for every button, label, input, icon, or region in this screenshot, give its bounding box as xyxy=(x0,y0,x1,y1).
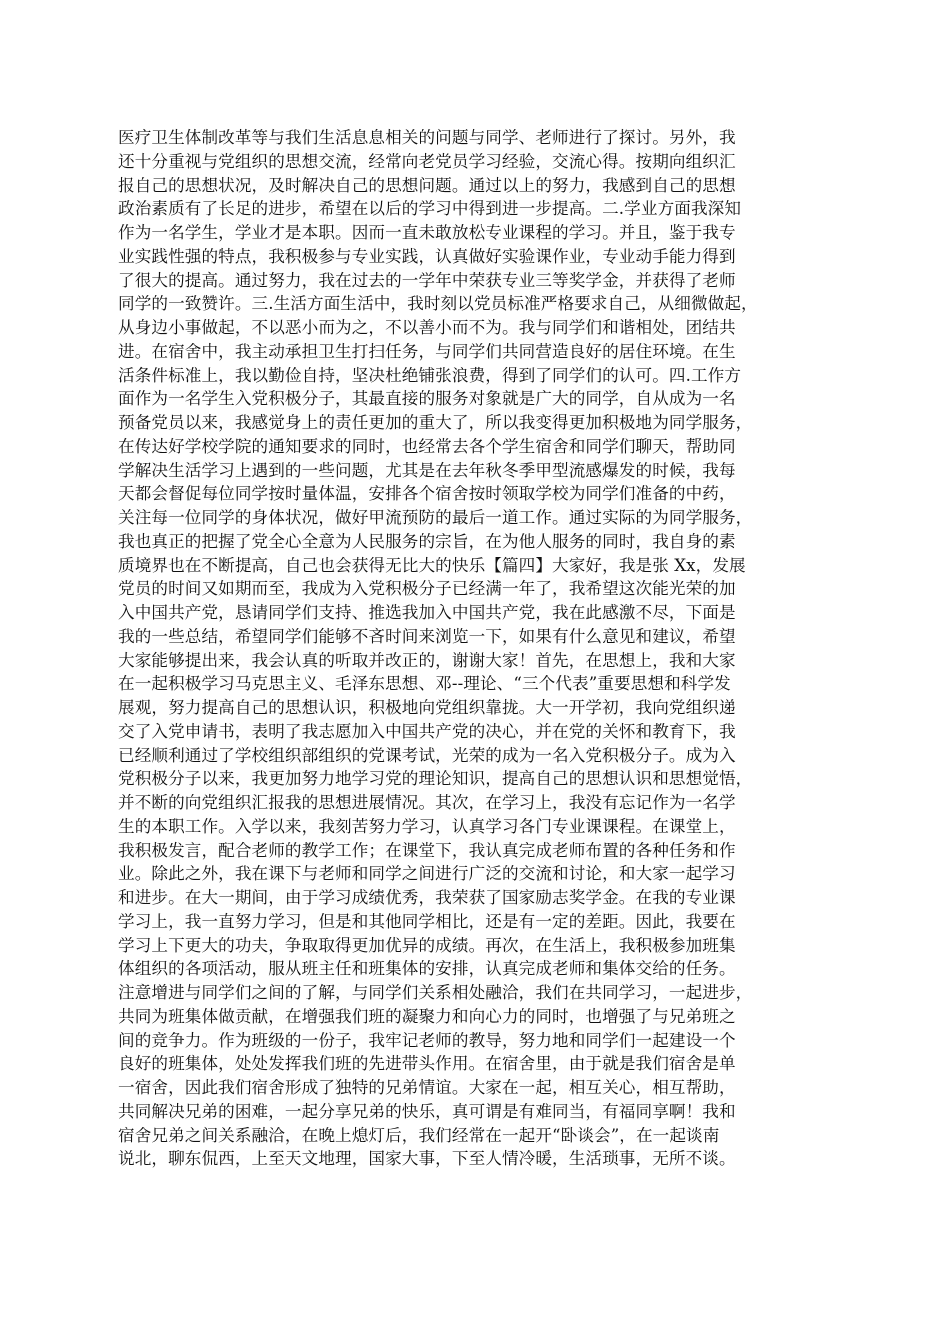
text-line: 我积极发言，配合老师的教学工作；在课堂下，我认真完成老师布置的各种任务和作 xyxy=(118,840,736,860)
text-line: 面作为一名学生入党积极分子，其最直接的服务对象就是广大的同学，自从成为一名 xyxy=(118,389,736,409)
text-line: 业。除此之外，我在课下与老师和同学之间进行广泛的交流和讨论，和大家一起学习 xyxy=(118,864,736,884)
text-line: 已经顺利通过了学校组织部组织的党课考试，光荣的成为一名入党积极分子。成为入 xyxy=(118,745,736,765)
text-line: 医疗卫生体制改革等与我们生活息息相关的问题与同学、老师进行了探讨。另外，我 xyxy=(118,128,736,147)
text-line: 良好的班集体，处处发挥我们班的先进带头作用。在宿舍里，由于就是我们宿舍是单 xyxy=(118,1054,736,1074)
text-line: 我的一些总结，希望同学们能够不吝时间来浏览一下，如果有什么意见和建议，希望 xyxy=(118,626,736,646)
text-line: 体组织的各项活动，服从班主任和班集体的安排，认真完成老师和集体交给的任务。 xyxy=(118,959,736,979)
text-line: 业实践性强的特点，我积极参与专业实践，认真做好实验课作业，专业动手能力得到 xyxy=(118,246,736,266)
text-line: 学习上下更大的功夫，争取取得更加优异的成绩。再次，在生活上，我积极参加班集 xyxy=(118,935,736,955)
text-line: 活条件标准上，我以勤俭自持，坚决杜绝铺张浪费，得到了同学们的认可。四.工作方 xyxy=(118,365,742,385)
text-line: 质境界也在不断提高，自己也会获得无比大的快乐【篇四】大家好，我是张 Xx，发展 xyxy=(118,555,746,575)
text-line: 同学的一致赞许。三.生活方面生活中，我时刻以党员标准严格要求自己，从细微做起， xyxy=(118,294,758,314)
text-line: 在传达好学校学院的通知要求的同时，也经常去各个学生宿舍和同学们聊天，帮助同 xyxy=(118,436,736,456)
text-line: 报自己的思想状况，及时解决自己的思想问题。通过以上的努力，我感到自己的思想 xyxy=(118,175,736,195)
text-line: 进。在宿舍中，我主动承担卫生打扫任务，与同学们共同营造良好的居住环境。在生 xyxy=(118,341,736,361)
text-line: 注意增进与同学们之间的了解，与同学们关系相处融洽，我们在共同学习，一起进步， xyxy=(118,983,753,1002)
text-line: 入中国共产党，恳请同学们支持、推选我加入中国共产党，我在此感激不尽，下面是 xyxy=(118,603,736,622)
text-line: 间的竞争力。作为班级的一份子，我牢记老师的教导，努力地和同学们一起建设一个 xyxy=(118,1030,736,1050)
text-line: 共同解决兄弟的困难，一起分享兄弟的快乐，真可谓是有难同当，有福同享啊！我和 xyxy=(118,1101,736,1121)
body-text xyxy=(118,126,828,1171)
text-line: 交了入党申请书，表明了我志愿加入中国共产党的决心，并在党的关怀和教育下，我 xyxy=(118,721,736,741)
text-line: 大家能够提出来，我会认真的听取并改正的，谢谢大家！首先，在思想上，我和大家 xyxy=(118,650,736,670)
text-line: 作为一名学生，学业才是本职。因而一直未敢放松专业课程的学习。并且，鉴于我专 xyxy=(118,223,736,242)
text-line: 说北，聊东侃西，上至天文地理，国家大事，下至人情冷暖，生活琐事，无所不谈。 xyxy=(118,1149,736,1169)
text-line: 展观，努力提高自己的思想认识，积极地向党组织靠拢。大一开学初，我向党组织递 xyxy=(118,698,736,717)
text-line: 和进步。在大一期间，由于学习成绩优秀，我荣获了国家励志奖学金。在我的专业课 xyxy=(118,888,736,907)
text-line: 学习上，我一直努力学习，但是和其他同学相比，还是有一定的差距。因此，我要在 xyxy=(118,911,736,931)
text-line: 并不断的向党组织汇报我的思想进展情况。其次，在学习上，我没有忘记作为一名学 xyxy=(118,793,736,812)
text-line: 政治素质有了长足的进步，希望在以后的学习中得到进一步提高。二.学业方面我深知 xyxy=(118,199,742,219)
text-line: 一宿舍，因此我们宿舍形成了独特的兄弟情谊。大家在一起，相互关心，相互帮助， xyxy=(118,1078,736,1097)
text-line: 生的本职工作。入学以来，我刻苦努力学习，认真学习各门专业课课程。在课堂上， xyxy=(118,816,736,836)
text-line: 天都会督促每位同学按时量体温，安排各个宿舍按时领取学校为同学们准备的中药， xyxy=(118,484,736,504)
text-line: 党员的时间又如期而至，我成为入党积极分子已经满一年了，我希望这次能光荣的加 xyxy=(118,579,736,599)
text-line: 我也真正的把握了党全心全意为人民服务的宗旨，在为他人服务的同时，我自身的素 xyxy=(118,531,736,551)
text-line: 宿舍兄弟之间关系融洽，在晚上熄灯后，我们经常在一起开“卧谈会”，在一起谈南 xyxy=(118,1125,720,1145)
text-line: 预备党员以来，我感觉身上的责任更加的重大了，所以我变得更加积极地为同学服务， xyxy=(118,413,753,432)
text-line: 学解决生活学习上遇到的一些问题，尤其是在去年秋冬季甲型流感爆发的时候，我每 xyxy=(118,460,736,480)
text-line: 在一起积极学习马克思主义、毛泽东思想、邓--理论、“三个代表”重要思想和科学发 xyxy=(118,674,731,694)
text-line: 党积极分子以来，我更加努力地学习党的理论知识，提高自己的思想认识和思想觉悟， xyxy=(118,769,753,789)
text-line: 了很大的提高。通过努力，我在过去的一学年中荣获专业三等奖学金，并获得了老师 xyxy=(118,270,736,290)
text-line: 关注每一位同学的身体状况，做好甲流预防的最后一道工作。通过实际的为同学服务， xyxy=(118,508,753,527)
text-line: 共同为班集体做贡献，在增强我们班的凝聚力和向心力的同时，也增强了与兄弟班之 xyxy=(118,1006,736,1026)
text-line: 还十分重视与党组织的思想交流，经常向老党员学习经验，交流心得。按期向组织汇 xyxy=(118,151,736,171)
text-line: 从身边小事做起，不以恶小而为之，不以善小而不为。我与同学们和谐相处，团结共 xyxy=(118,318,736,337)
